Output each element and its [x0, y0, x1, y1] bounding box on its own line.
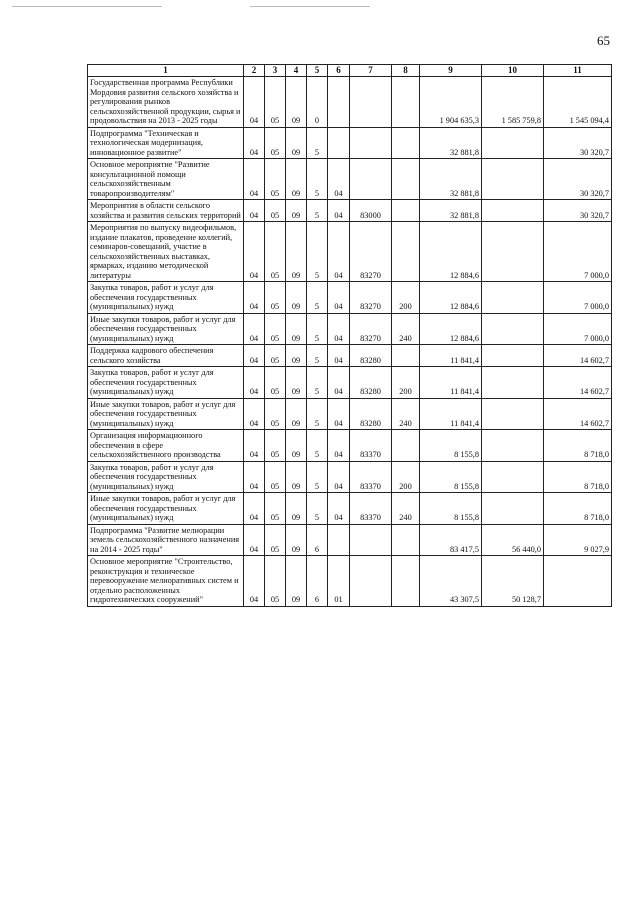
- col-8-code: [392, 127, 420, 159]
- col-4-code: 09: [286, 200, 307, 222]
- col-2-code: 04: [244, 367, 265, 399]
- col-3-code: 05: [265, 367, 286, 399]
- col-3-code: 05: [265, 282, 286, 314]
- table-row: [88, 367, 612, 399]
- col-4-code: 09: [286, 313, 307, 345]
- col-11-amount: 30 320,7: [544, 200, 612, 222]
- col-6-code: 04: [328, 222, 350, 282]
- header-cell: 5: [307, 65, 328, 77]
- col-9-amount: 43 307,5: [420, 556, 482, 607]
- col-3-code: 05: [265, 345, 286, 367]
- table-row: [88, 200, 612, 222]
- row-name: Закупка товаров, работ и услуг для обеспечения государственных (муниципальных) нужд: [88, 461, 244, 493]
- col-2-code: 04: [244, 313, 265, 345]
- col-7-code: 83270: [350, 222, 392, 282]
- table-row: [88, 313, 612, 345]
- table-row: [88, 461, 612, 493]
- col-6-code: [328, 127, 350, 159]
- col-9-amount: 1 904 635,3: [420, 77, 482, 128]
- col-9-amount: 12 884,6: [420, 282, 482, 314]
- header-cell: 10: [482, 65, 544, 77]
- col-8-code: 240: [392, 493, 420, 525]
- col-11-amount: 8 718,0: [544, 493, 612, 525]
- col-4-code: 09: [286, 77, 307, 128]
- col-2-code: 04: [244, 430, 265, 462]
- col-4-code: 09: [286, 556, 307, 607]
- col-11-amount: 14 602,7: [544, 367, 612, 399]
- header-cell: 9: [420, 65, 482, 77]
- col-10-amount: [482, 345, 544, 367]
- col-11-amount: 8 718,0: [544, 430, 612, 462]
- col-3-code: 05: [265, 461, 286, 493]
- col-6-code: 04: [328, 398, 350, 430]
- header-cell: 2: [244, 65, 265, 77]
- col-6-code: 04: [328, 493, 350, 525]
- col-2-code: 04: [244, 345, 265, 367]
- col-11-amount: [544, 556, 612, 607]
- col-4-code: 09: [286, 127, 307, 159]
- col-6-code: [328, 77, 350, 128]
- row-name: Закупка товаров, работ и услуг для обеспечения государственных (муниципальных) нужд: [88, 367, 244, 399]
- col-2-code: 04: [244, 493, 265, 525]
- col-10-amount: [482, 398, 544, 430]
- col-5-code: 5: [307, 430, 328, 462]
- col-5-code: 5: [307, 461, 328, 493]
- table-row: [88, 127, 612, 159]
- col-7-code: 83000: [350, 200, 392, 222]
- col-11-amount: 8 718,0: [544, 461, 612, 493]
- col-9-amount: 32 881,8: [420, 200, 482, 222]
- col-5-code: 5: [307, 345, 328, 367]
- col-7-code: 83280: [350, 345, 392, 367]
- col-7-code: [350, 127, 392, 159]
- col-4-code: 09: [286, 367, 307, 399]
- col-3-code: 05: [265, 430, 286, 462]
- col-5-code: 5: [307, 282, 328, 314]
- row-name: Иные закупки товаров, работ и услуг для обеспечения государственных (муниципальных) нужд: [88, 493, 244, 525]
- row-name: Основное мероприятие "Строительство, реконструкция и техническое перевооружение мелиоративных систем и отдельно расположенных гидротехнических сооружений": [88, 556, 244, 607]
- col-8-code: [392, 524, 420, 556]
- col-7-code: 83270: [350, 282, 392, 314]
- table-body: [88, 77, 612, 607]
- row-name: Закупка товаров, работ и услуг для обеспечения государственных (муниципальных) нужд: [88, 282, 244, 314]
- col-6-code: 04: [328, 430, 350, 462]
- col-6-code: 04: [328, 313, 350, 345]
- col-9-amount: 32 881,8: [420, 159, 482, 200]
- col-6-code: [328, 524, 350, 556]
- col-7-code: 83370: [350, 430, 392, 462]
- row-name: Государственная программа Республики Мордовия развития сельского хозяйства и регулирования рынков сельскохозяйственной продукции, сырья и продовольствия на 2013 - 2025 годы: [88, 77, 244, 128]
- col-3-code: 05: [265, 524, 286, 556]
- col-10-amount: 56 440,0: [482, 524, 544, 556]
- col-5-code: 0: [307, 77, 328, 128]
- col-7-code: [350, 524, 392, 556]
- row-name: Мероприятия по выпуску видеофильмов, издание плакатов, проведение коллегий, семинаров-совещаний, участие в сельскохозяйственных выставках, ярмарках, изданию методической литературы: [88, 222, 244, 282]
- row-name: Мероприятия в области сельского хозяйства и развития сельских территорий: [88, 200, 244, 222]
- col-7-code: 83370: [350, 461, 392, 493]
- col-11-amount: 7 000,0: [544, 282, 612, 314]
- table-row: [88, 222, 612, 282]
- col-8-code: [392, 430, 420, 462]
- col-5-code: 6: [307, 556, 328, 607]
- col-11-amount: 7 000,0: [544, 313, 612, 345]
- row-name: Подпрограмма "Развитие мелиорации земель сельскохозяйственного назначения на 2014 - 2025 годы": [88, 524, 244, 556]
- col-2-code: 04: [244, 127, 265, 159]
- col-5-code: 5: [307, 367, 328, 399]
- col-8-code: [392, 345, 420, 367]
- header-cell: 8: [392, 65, 420, 77]
- col-10-amount: [482, 127, 544, 159]
- col-10-amount: [482, 430, 544, 462]
- col-3-code: 05: [265, 159, 286, 200]
- col-2-code: 04: [244, 200, 265, 222]
- header-cell: 3: [265, 65, 286, 77]
- table-row: [88, 430, 612, 462]
- col-8-code: [392, 77, 420, 128]
- col-10-amount: 1 585 759,8: [482, 77, 544, 128]
- col-6-code: 04: [328, 367, 350, 399]
- col-9-amount: 11 841,4: [420, 345, 482, 367]
- col-3-code: 05: [265, 313, 286, 345]
- col-11-amount: 14 602,7: [544, 345, 612, 367]
- table-row: [88, 398, 612, 430]
- col-5-code: 6: [307, 524, 328, 556]
- col-7-code: 83280: [350, 367, 392, 399]
- col-7-code: [350, 159, 392, 200]
- col-6-code: 01: [328, 556, 350, 607]
- col-4-code: 09: [286, 493, 307, 525]
- col-10-amount: [482, 222, 544, 282]
- col-10-amount: [482, 313, 544, 345]
- header-row: [88, 65, 612, 77]
- col-11-amount: 30 320,7: [544, 127, 612, 159]
- col-10-amount: 50 128,7: [482, 556, 544, 607]
- col-6-code: 04: [328, 200, 350, 222]
- col-9-amount: 8 155,8: [420, 461, 482, 493]
- col-5-code: 5: [307, 222, 328, 282]
- table-row: [88, 556, 612, 607]
- col-9-amount: 8 155,8: [420, 430, 482, 462]
- col-5-code: 5: [307, 313, 328, 345]
- col-9-amount: 8 155,8: [420, 493, 482, 525]
- col-8-code: [392, 200, 420, 222]
- table-row: [88, 159, 612, 200]
- col-8-code: 240: [392, 398, 420, 430]
- col-10-amount: [482, 493, 544, 525]
- row-name: Иные закупки товаров, работ и услуг для обеспечения государственных (муниципальных) нужд: [88, 398, 244, 430]
- col-11-amount: 9 027,9: [544, 524, 612, 556]
- col-4-code: 09: [286, 461, 307, 493]
- col-2-code: 04: [244, 461, 265, 493]
- col-5-code: 5: [307, 159, 328, 200]
- col-8-code: [392, 222, 420, 282]
- col-2-code: 04: [244, 398, 265, 430]
- col-11-amount: 30 320,7: [544, 159, 612, 200]
- col-5-code: 5: [307, 493, 328, 525]
- header-cell: 1: [88, 65, 244, 77]
- col-6-code: 04: [328, 159, 350, 200]
- scan-mark-top-right: [250, 6, 370, 7]
- row-name: Основное мероприятие "Развитие консультационной помощи сельскохозяйственным товаропроизводителям": [88, 159, 244, 200]
- col-3-code: 05: [265, 398, 286, 430]
- col-3-code: 05: [265, 493, 286, 525]
- col-4-code: 09: [286, 282, 307, 314]
- col-9-amount: 32 881,8: [420, 127, 482, 159]
- table-row: [88, 77, 612, 128]
- table-row: [88, 345, 612, 367]
- row-name: Поддержка кадрового обеспечения сельского хозяйства: [88, 345, 244, 367]
- col-2-code: 04: [244, 159, 265, 200]
- col-11-amount: 7 000,0: [544, 222, 612, 282]
- col-9-amount: 11 841,4: [420, 398, 482, 430]
- col-10-amount: [482, 200, 544, 222]
- row-name: Организация информационного обеспечения в сфере сельскохозяйственного производства: [88, 430, 244, 462]
- page-number: 65: [597, 33, 610, 48]
- col-7-code: 83270: [350, 313, 392, 345]
- col-2-code: 04: [244, 282, 265, 314]
- col-7-code: 83370: [350, 493, 392, 525]
- col-2-code: 04: [244, 524, 265, 556]
- col-9-amount: 12 884,6: [420, 222, 482, 282]
- col-6-code: 04: [328, 461, 350, 493]
- header-cell: 4: [286, 65, 307, 77]
- col-8-code: [392, 556, 420, 607]
- col-5-code: 5: [307, 127, 328, 159]
- header-cell: 7: [350, 65, 392, 77]
- col-8-code: 200: [392, 461, 420, 493]
- col-11-amount: 1 545 094,4: [544, 77, 612, 128]
- col-10-amount: [482, 367, 544, 399]
- col-9-amount: 11 841,4: [420, 367, 482, 399]
- col-8-code: 200: [392, 282, 420, 314]
- col-3-code: 05: [265, 127, 286, 159]
- col-5-code: 5: [307, 398, 328, 430]
- row-name: Иные закупки товаров, работ и услуг для обеспечения государственных (муниципальных) нужд: [88, 313, 244, 345]
- table-row: [88, 493, 612, 525]
- scan-mark-top-left: [12, 6, 162, 7]
- col-8-code: 200: [392, 367, 420, 399]
- col-2-code: 04: [244, 77, 265, 128]
- col-3-code: 05: [265, 77, 286, 128]
- col-8-code: [392, 159, 420, 200]
- header-cell: 11: [544, 65, 612, 77]
- col-11-amount: 14 602,7: [544, 398, 612, 430]
- col-4-code: 09: [286, 222, 307, 282]
- col-10-amount: [482, 461, 544, 493]
- col-7-code: [350, 556, 392, 607]
- table-row: [88, 282, 612, 314]
- col-4-code: 09: [286, 524, 307, 556]
- col-10-amount: [482, 159, 544, 200]
- row-name: Подпрограмма "Техническая и технологическая модернизация, инновационное развитие": [88, 127, 244, 159]
- col-5-code: 5: [307, 200, 328, 222]
- col-4-code: 09: [286, 159, 307, 200]
- col-8-code: 240: [392, 313, 420, 345]
- col-6-code: 04: [328, 345, 350, 367]
- col-4-code: 09: [286, 430, 307, 462]
- col-7-code: [350, 77, 392, 128]
- col-4-code: 09: [286, 398, 307, 430]
- col-3-code: 05: [265, 556, 286, 607]
- col-7-code: 83280: [350, 398, 392, 430]
- col-10-amount: [482, 282, 544, 314]
- col-9-amount: 83 417,5: [420, 524, 482, 556]
- header-cell: 6: [328, 65, 350, 77]
- col-4-code: 09: [286, 345, 307, 367]
- col-3-code: 05: [265, 200, 286, 222]
- col-2-code: 04: [244, 222, 265, 282]
- col-3-code: 05: [265, 222, 286, 282]
- table-row: [88, 524, 612, 556]
- col-2-code: 04: [244, 556, 265, 607]
- col-6-code: 04: [328, 282, 350, 314]
- budget-table: [87, 64, 612, 607]
- col-9-amount: 12 884,6: [420, 313, 482, 345]
